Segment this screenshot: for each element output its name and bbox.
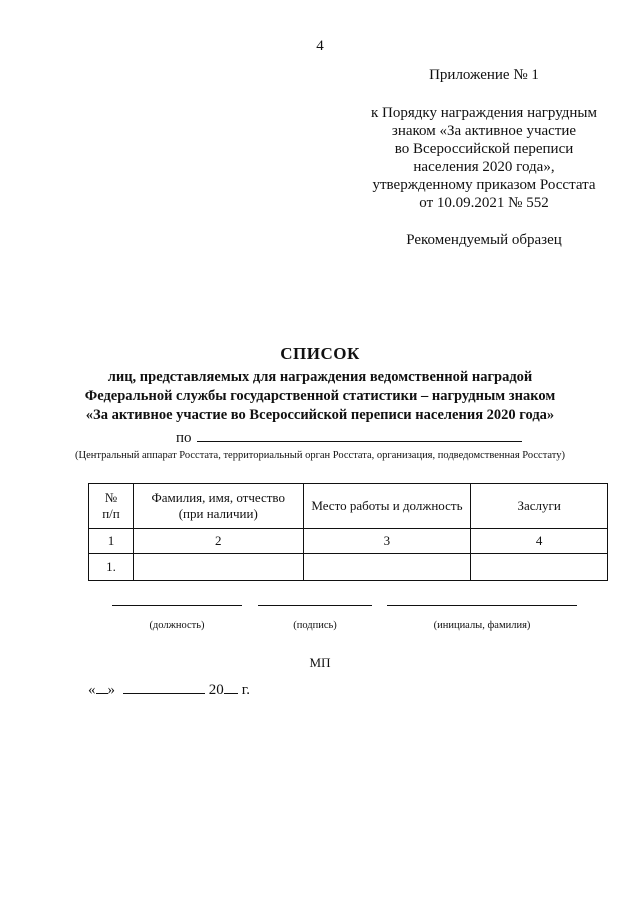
date-open-quote: « bbox=[88, 682, 96, 698]
nominees-table bbox=[88, 483, 608, 581]
signature-line[interactable] bbox=[258, 605, 372, 606]
name-signature-line[interactable] bbox=[387, 605, 577, 606]
sample-label: Рекомендуемый образец bbox=[406, 232, 562, 248]
position-label: (должность) bbox=[149, 620, 205, 631]
signature-label: (подпись) bbox=[293, 620, 337, 631]
heading-line: «За активное участие во Всероссийской переписи населения 2020 года» bbox=[85, 407, 555, 423]
workplace-cell[interactable] bbox=[303, 554, 471, 581]
name-label: (инициалы, фамилия) bbox=[433, 620, 531, 631]
header-workplace bbox=[303, 484, 471, 529]
year-prefix: 20 bbox=[208, 682, 224, 698]
merits-cell[interactable] bbox=[471, 554, 608, 581]
column-number: 3 bbox=[303, 529, 471, 554]
month-field[interactable] bbox=[123, 693, 205, 694]
year-suffix: г. bbox=[241, 682, 250, 698]
column-number: 2 bbox=[133, 529, 303, 554]
column-number-row bbox=[89, 529, 608, 554]
appendix-line: населения 2020 года», bbox=[413, 159, 555, 175]
column-number: 1 bbox=[89, 529, 134, 554]
full-name-cell[interactable] bbox=[133, 554, 303, 581]
organization-note: (Центральный аппарат Росстата, территориальный орган Росстата, организация, подведомственная Росстату) bbox=[75, 450, 565, 461]
header-number bbox=[89, 484, 134, 529]
heading-line: Федеральной службы государственной статистики – нагрудным знаком bbox=[84, 388, 556, 404]
header-text: (при наличии) bbox=[178, 506, 258, 521]
appendix-line: во Всероссийской переписи bbox=[394, 141, 574, 157]
year-field[interactable] bbox=[224, 693, 238, 694]
date-close-quote: » bbox=[107, 682, 115, 698]
header-text: № bbox=[104, 490, 118, 505]
header-text: п/п bbox=[102, 506, 120, 521]
appendix-block bbox=[366, 66, 602, 212]
table-header-row bbox=[89, 484, 608, 529]
table-row bbox=[89, 554, 608, 581]
document-heading bbox=[80, 344, 560, 425]
page-number: 4 bbox=[316, 38, 324, 54]
po-label: по bbox=[176, 430, 192, 446]
column-number: 4 bbox=[471, 529, 608, 554]
appendix-line: от 10.09.2021 № 552 bbox=[419, 195, 549, 211]
header-text: Заслуги bbox=[517, 498, 561, 513]
organization-field[interactable] bbox=[197, 441, 522, 442]
heading-title: СПИСОК bbox=[280, 344, 360, 363]
header-merits bbox=[471, 484, 608, 529]
header-full-name bbox=[133, 484, 303, 529]
appendix-line: к Порядку награждения нагрудным bbox=[370, 105, 597, 121]
heading-line: лиц, представляемых для награждения ведомственной наградой bbox=[107, 369, 533, 385]
header-text: Место работы и должность bbox=[311, 498, 463, 513]
appendix-line: знаком «За активное участие bbox=[391, 123, 577, 139]
row-number: 1. bbox=[89, 554, 134, 581]
stamp-label: МП bbox=[309, 655, 331, 670]
date-line bbox=[88, 682, 250, 699]
header-text: Фамилия, имя, отчество bbox=[151, 490, 285, 505]
appendix-title: Приложение № 1 bbox=[429, 67, 539, 83]
position-signature-line[interactable] bbox=[112, 605, 242, 606]
appendix-line: утвержденному приказом Росстата bbox=[372, 177, 596, 193]
day-field[interactable] bbox=[96, 693, 108, 694]
